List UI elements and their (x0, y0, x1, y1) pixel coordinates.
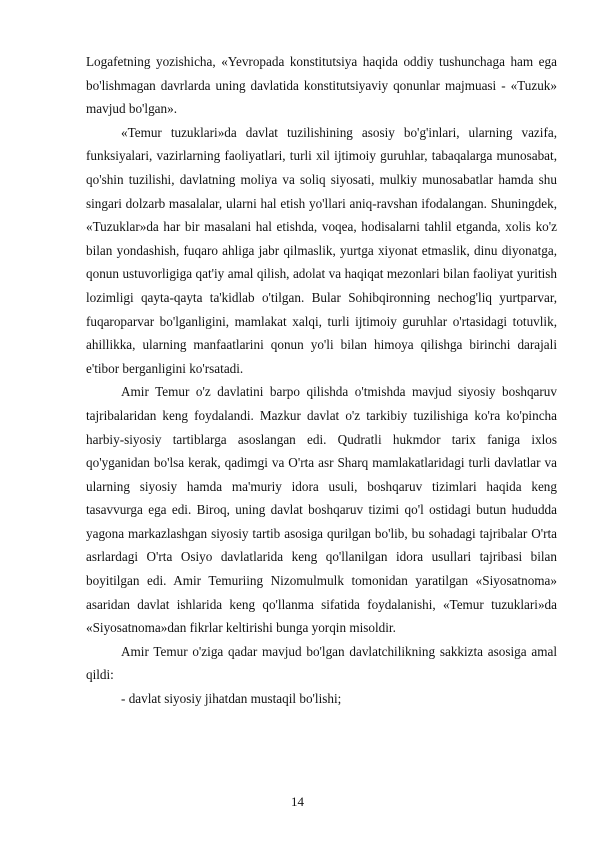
document-body (86, 50, 557, 711)
paragraph-3: Amir Temur o'z davlatini barpo qilishda o'tmishda mavjud siyosiy boshqaruv tajribalaridan keng foydalandi. Mazkur davlat o'z tarkibiy tuzilishiga ko'ra ko'pincha harbiy-siyosiy tartiblarga asoslangan edi. Qudratli hukmdor tarix faniga ixlos qo'yganidan bo'lsa kerak, qadimgi va O'rta asr Sharq mamlakatlaridagi turli davlatlar va ularning siyosiy hamda ma'muriy idora usuli, boshqaruv tizimlari haqida keng tasavvurga ega edi. Biroq, uning davlat boshqaruv tizimi qo'l ostidagi butun hududda yagona markazlashgan siyosiy tartib asosiga qurilgan bo'lib, bu sohadagi tajribalar O'rta asrlardagi O'rta Osiyo davlatlarida keng qo'llanilgan idora usullari tajribasi bilan boyitilgan edi. Amir Temuriing Nizomulmulk tomonidan yaratilgan «Siyosatnoma» asaridan davlat ishlarida keng qo'llanma sifatida foydalanishi, «Temur tuzuklari»da «Siyosatnoma»dan fikrlar keltirishi bunga yorqin misoldir. (86, 384, 557, 636)
paragraph-4: Amir Temur o'ziga qadar mavjud bo'lgan davlatchilikning sakkizta asosiga amal qildi: (86, 643, 557, 683)
page-number: 14 (291, 794, 304, 809)
paragraph-2: «Temur tuzuklari»da davlat tuzilishining asosiy bo'g'inlari, ularning vazifa, funksiyalari, vazirlarning faoliyatlari, turli xil ijtimoiy guruhlar, tabaqalarga munosabat, qo'shin tuzilishi, davlatning moliya va soliq siyosati, mulkiy munosabatlar hamda shu singari dolzarb masalalar, ularni hal etish yo'llari aniq-ravshan ifodalangan. Shuningdek, «Tuzuklar»da har bir masalani hal etishda, voqea, hodisalarni tahlil etganda, xolis ko'z bilan yondashish, fuqaro ahliga jabr qilmaslik, yurtga xiyonat etmaslik, dinu diyonatga, qonun ustuvorligiga qat'iy amal qilish, adolat va haqiqat mezonlari bilan faoliyat yuritish lozimligi qayta-qayta ta'kidlab o'tilgan. Bular Sohibqironning nechog'liq yurtparvar, fuqaroparvar bo'lganligini, mamlakat xalqi, turli ijtimoiy guruhlar o'rtasidagi totuvlik, ahillikka, ularning manfaatlarini qonun yo'li bilan himoya qilishga birinchi darajali e'tibor berganligini ko'rsatadi. (86, 124, 557, 376)
paragraph-1: Logafetning yozishicha, «Yevropada konstitutsiya haqida oddiy tushunchaga ham ega bo'lishmagan davrlarda uning davlatida konstitutsiyaviy qonunlar majmuasi - «Tuzuk» mavjud bo'lgan». (86, 54, 557, 117)
paragraph-5-list-item: - davlat siyosiy jihatdan mustaqil bo'lishi; (121, 691, 342, 707)
